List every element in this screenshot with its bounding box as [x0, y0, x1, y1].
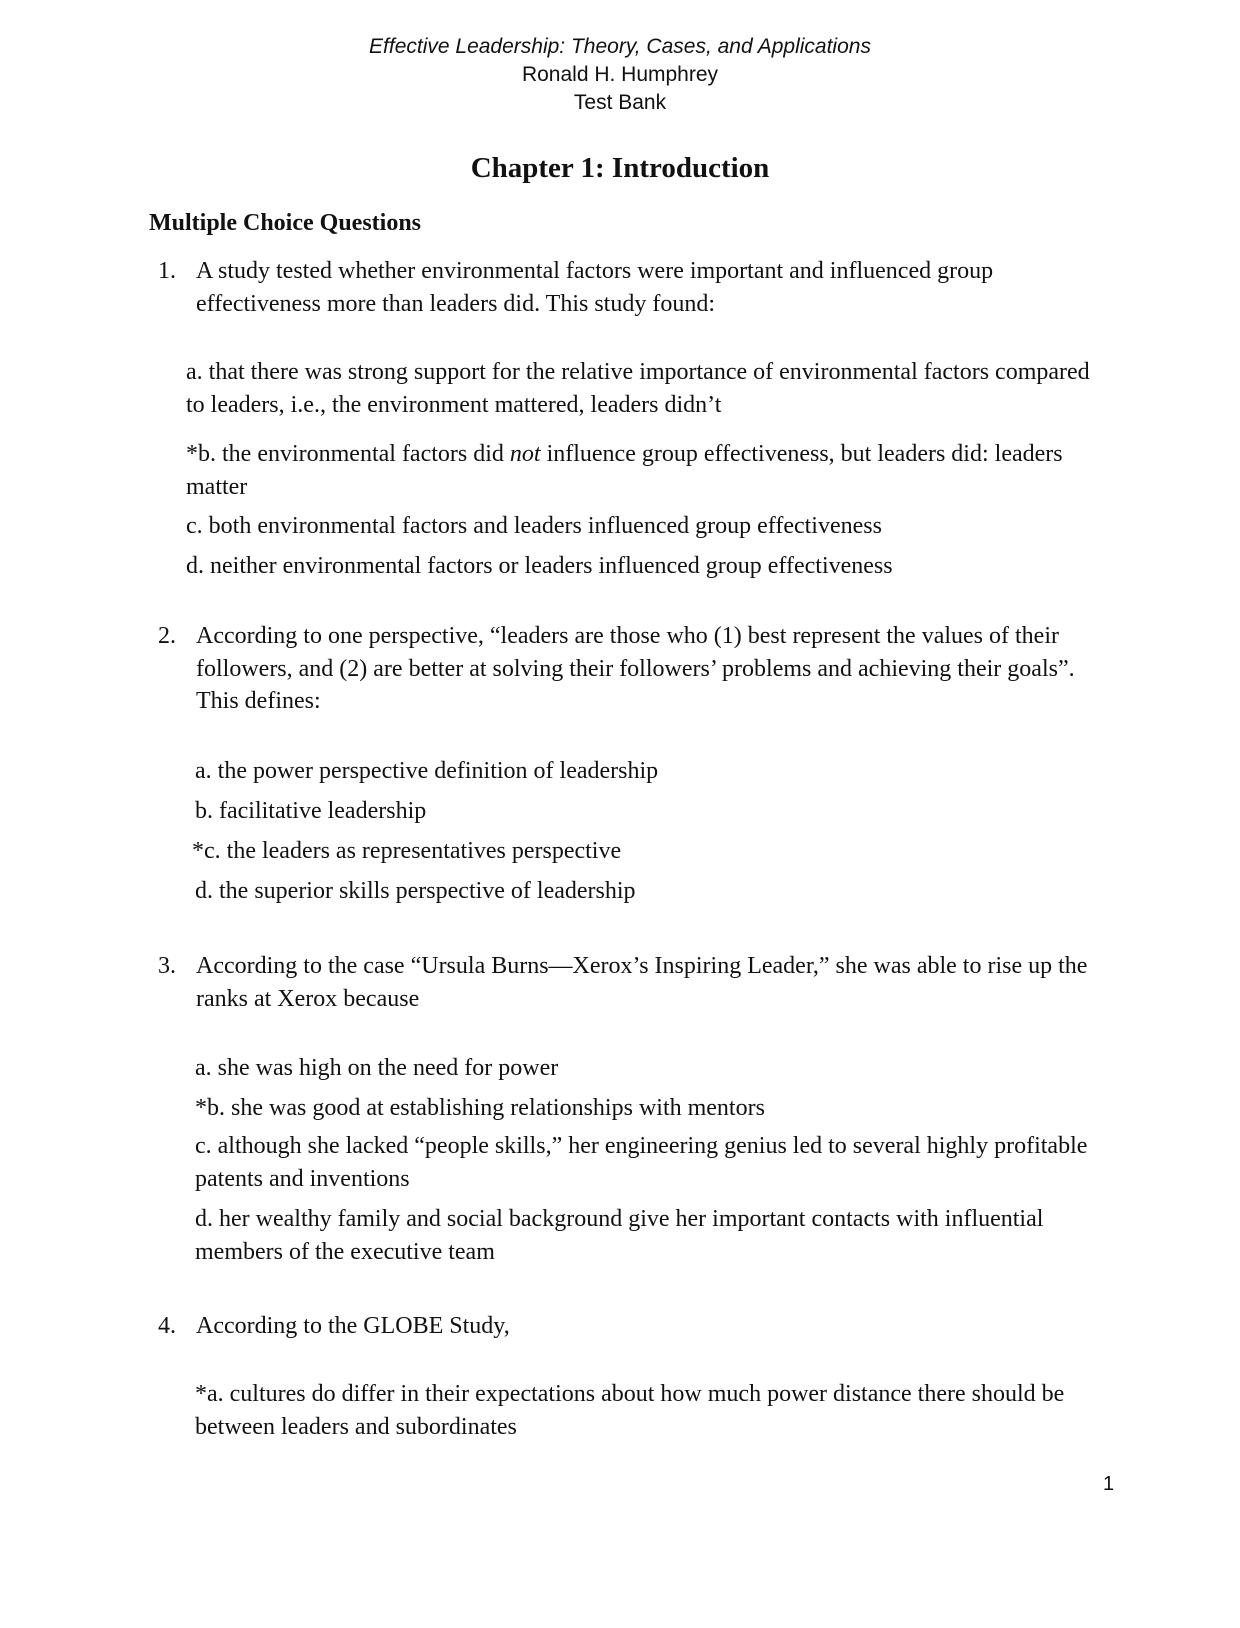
- question-1: [158, 255, 1118, 320]
- option-text: *b. the environmental factors did: [186, 441, 510, 467]
- question-number: 2.: [158, 623, 176, 649]
- question-2-option-c: *c. the leaders as representatives perspective: [192, 838, 622, 864]
- question-number: 4.: [158, 1313, 176, 1339]
- question-3-option-d: d. her wealthy family and social background give her important contacts with influential members of the executive team: [195, 1206, 1044, 1265]
- question-3-option-b: *b. she was good at establishing relationships with mentors: [195, 1095, 765, 1121]
- option-text: influence group effectiveness, but leaders did: leaders matter: [186, 441, 1063, 500]
- question-4-option-a: *a. cultures do differ in their expectations about how much power distance there should be between leaders and subordinates: [195, 1381, 1065, 1440]
- question-3: [158, 950, 1118, 1015]
- section-title: Multiple Choice Questions: [149, 210, 422, 236]
- question-2: [158, 620, 1118, 718]
- question-stem: A study tested whether environmental factors were important and influenced group effectiveness more than leaders did. This study found:: [196, 258, 994, 317]
- question-4: [158, 1310, 1118, 1343]
- question-2-option-b: b. facilitative leadership: [195, 798, 427, 824]
- question-2-option-d: d. the superior skills perspective of leadership: [195, 878, 636, 904]
- question-stem: According to one perspective, “leaders are those who (1) best represent the values of their followers, and (2) are better at solving their followers’ problems and achieving their goals”. This defines:: [196, 623, 1075, 714]
- running-header: [0, 33, 1240, 117]
- question-3-option-c: c. although she lacked “people skills,” her engineering genius led to several highly profitable patents and inventions: [195, 1133, 1088, 1192]
- author-name: Ronald H. Humphrey: [521, 63, 719, 86]
- chapter-title: Chapter 1: Introduction: [470, 152, 770, 184]
- question-3-option-a: a. she was high on the need for power: [195, 1055, 559, 1081]
- header-subtitle: Test Bank: [573, 91, 667, 114]
- page-number: 1: [1103, 1473, 1115, 1495]
- question-number: 1.: [158, 258, 176, 284]
- question-stem: According to the case “Ursula Burns—Xerox’s Inspiring Leader,” she was able to rise up the ranks at Xerox because: [196, 953, 1088, 1012]
- question-number: 3.: [158, 953, 176, 979]
- question-1-option-c: c. both environmental factors and leaders influenced group effectiveness: [186, 513, 882, 539]
- question-1-option-d: d. neither environmental factors or leaders influenced group effectiveness: [186, 553, 893, 579]
- question-1-option-a: a. that there was strong support for the relative importance of environmental factors compared to leaders, i.e., the environment mattered, leaders didn’t: [186, 359, 1090, 418]
- question-1-option-b: [186, 438, 1106, 503]
- question-stem: According to the GLOBE Study,: [196, 1313, 510, 1339]
- option-emphasis: not: [509, 441, 541, 467]
- book-title: Effective Leadership: Theory, Cases, and Applications: [369, 35, 871, 58]
- question-2-option-a: a. the power perspective definition of leadership: [195, 758, 659, 784]
